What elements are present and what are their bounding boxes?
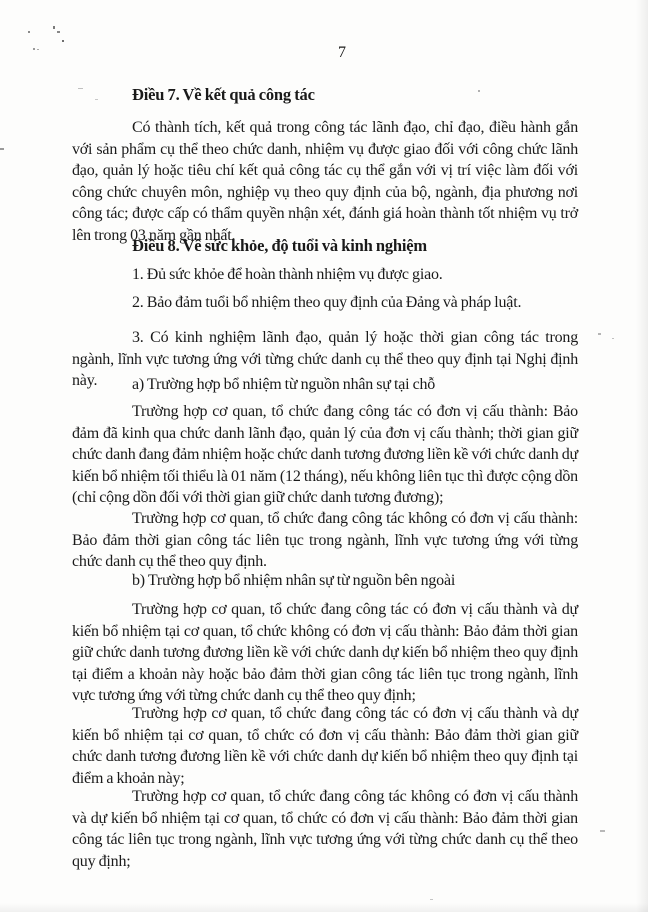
article8-point-a-label: a) Trường hợp bổ nhiệm từ nguồn nhân sự tại chỗ [132,376,436,393]
article8-point-a-paragraph-2: Trường hợp cơ quan, tổ chức đang công tác không có đơn vị cấu thành: Bảo đảm thời gian công tác liên tục trong ngành, lĩnh vực tương ứng với từng chức danh cụ thể theo quy định. [72,510,578,570]
article8-item-3: 3. Có kinh nghiệm lãnh đạo, quản lý hoặc thời gian công tác trong ngành, lĩnh vực tương ứng với từng chức danh cụ thể theo quy định tại Nghị định này. [72,329,578,389]
article8-heading: Điều 8. Về sức khỏe, độ tuổi và kinh nghiệm [132,236,427,255]
article7-heading: Điều 7. Về kết quả công tác [132,85,315,104]
scan-noise [430,899,433,900]
scan-noise [57,31,60,33]
scan-edge-shadow-right [636,0,648,912]
scan-noise [598,333,601,335]
scan-noise [612,338,614,339]
article8-point-b-paragraph-2: Trường hợp cơ quan, tổ chức đang công tác có đơn vị cấu thành và dự kiến bổ nhiệm tại cơ quan, tổ chức có đơn vị cấu thành: Bảo đảm thời gian giữ chức danh tương đương liền kề với chức danh dự kiến bổ nhiệm theo quy định tại điểm a khoản này; [72,705,578,787]
article8-item-2: 2. Bảo đảm tuổi bổ nhiệm theo quy định của Đảng và pháp luật. [132,294,522,311]
scan-noise [62,40,64,42]
scan-edge-shadow-bottom [0,903,648,912]
scan-noise [53,26,55,29]
page-number: 7 [338,44,346,61]
scan-noise [28,31,30,33]
article8-point-b-label: b) Trường hợp bổ nhiệm nhân sự từ nguồn bên ngoài [132,572,456,589]
article8-point-a-paragraph-1: Trường hợp cơ quan, tổ chức đang công tác có đơn vị cấu thành: Bảo đảm đã kinh qua chức danh lãnh đạo, quản lý của đơn vị cấu thành; thời gian giữ chức danh đang đảm nhiệm hoặc chức danh tương đương liền kề với chức danh dự kiến bổ nhiệm tối thiểu là 01 năm (12 tháng), nếu không liên tục thì được cộng dồn (chỉ cộng dồn đối với thời gian giữ chức danh tương đương); [72,403,578,506]
article8-point-b-paragraph-1: Trường hợp cơ quan, tổ chức đang công tác có đơn vị cấu thành và dự kiến bổ nhiệm tại cơ quan, tổ chức không có đơn vị cấu thành: Bảo đảm thời gian giữ chức danh tương đương liền kề với chức danh dự kiến bổ nhiệm theo quy định tại điểm a khoản này hoặc bảo đảm thời gian công tác liên tục trong ngành, lĩnh vực tương ứng với từng chức danh cụ thể theo quy định; [72,601,578,704]
article7-body-paragraph: Có thành tích, kết quả trong công tác lãnh đạo, chỉ đạo, điều hành gắn với sản phẩm cụ thể theo chức danh, nhiệm vụ được giao đối với công chức lãnh đạo, quản lý hoặc tiêu chí kết quả công tác cụ thể gắn với vị trí việc làm đối với công chức chuyên môn, nghiệp vụ theo quy định của bộ, ngành, địa phương nơi công tác; được cấp có thẩm quyền nhận xét, đánh giá hoàn thành tốt nhiệm vụ trở lên trong 03 năm gần nhất. [72,119,578,244]
scan-noise [600,830,605,832]
article8-item-1: 1. Đủ sức khỏe để hoàn thành nhiệm vụ được giao. [132,266,443,283]
article8-point-b-paragraph-3: Trường hợp cơ quan, tổ chức đang công tác không có đơn vị cấu thành và dự kiến bổ nhiệm tại cơ quan, tổ chức có đơn vị cấu thành: Bảo đảm thời gian công tác liên tục trong ngành, lĩnh vực tương ứng với từng chức danh cụ thể theo quy định; [72,788,578,870]
scan-noise [0,148,4,150]
